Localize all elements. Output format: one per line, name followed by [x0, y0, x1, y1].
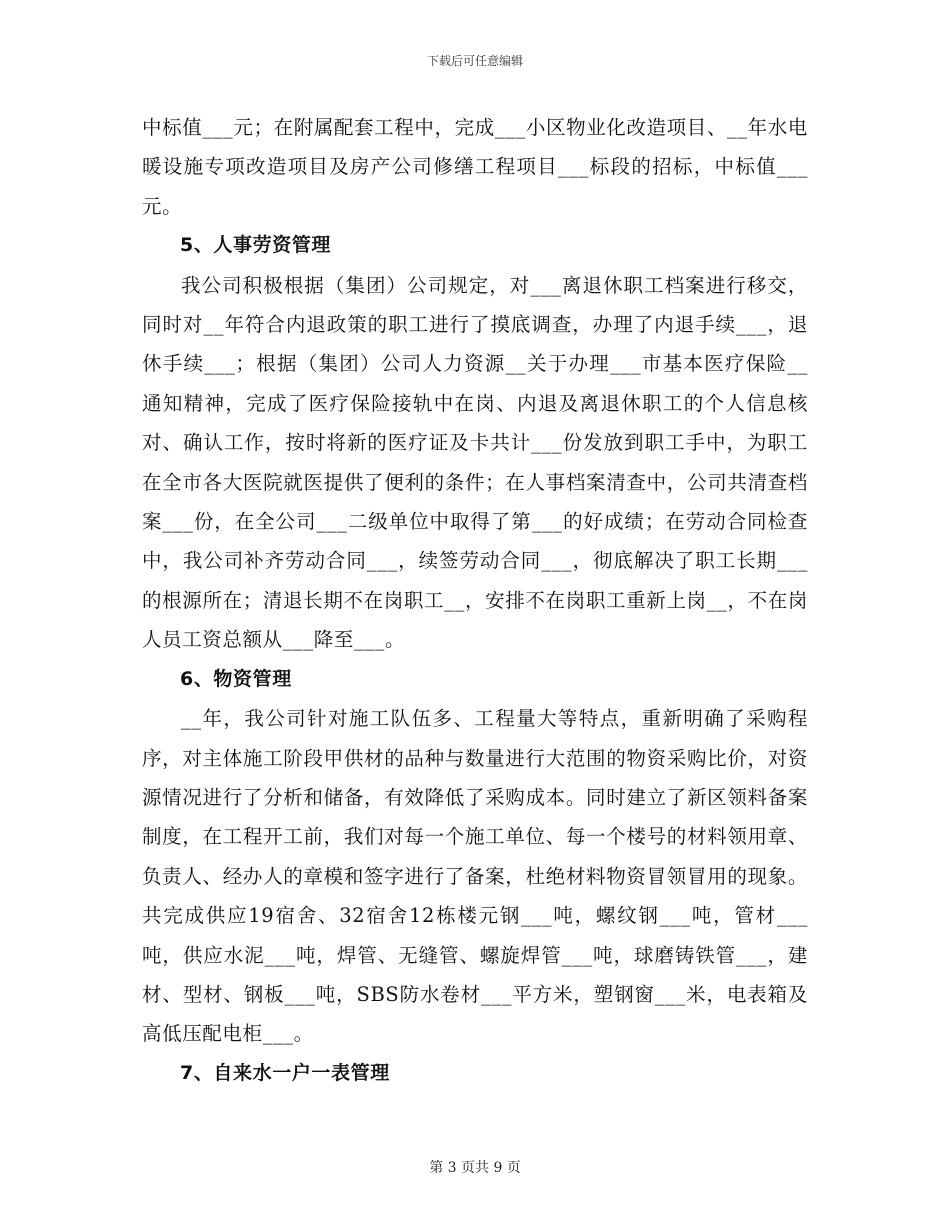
- paragraph-personnel: 我公司积极根据（集团）公司规定，对___离退休职工档案进行移交，同时对__年符合内退政策的职工进行了摸底调查，办理了内退手续___，退休手续___；根据（集团）公司人力资源__关于办理___市基本医疗保险__通知精神，完成了医疗保险接轨中在岗、内退及离退休职工的个人信息核对、确认工作，按时将新的医疗证及卡共计___份发放到职工手中，为职工在全市各大医院就医提供了便利的条件；在人事档案清查中，公司共清查档案___份，在全公司___二级单位中取得了第___的好成绩；在劳动合同检查中，我公司补齐劳动合同___，续签劳动合同___，彻底解决了职工长期___的根源所在；清退长期不在岗职工__，安排不在岗职工重新上岗__，不在岗人员工资总额从___降至___。: [142, 273, 808, 652]
- section-heading-water-meter: 7、自来水一户一表管理: [180, 1061, 390, 1084]
- paragraph-materials: __年，我公司针对施工队伍多、工程量大等特点，重新明确了采购程序，对主体施工阶段甲供材的品种与数量进行大范围的物资采购比价，对资源情况进行了分析和储备，有效降低了采购成本。同时建立了新区领料备案制度，在工程开工前，我们对每一个施工单位、每一个楼号的材料领用章、负责人、经办人的章模和签字进行了备案，杜绝材料物资冒领冒用的现象。共完成供应19宿舍、32宿舍12栋楼元钢___吨，螺纹钢___吨，管材___吨，供应水泥___吨，焊管、无缝管、螺旋焊管___吨，球磨铸铁管___，建材、型材、钢板___吨，SBS防水卷材___平方米，塑钢窗___米，电表箱及高低压配电柜___。: [142, 707, 808, 1046]
- section-heading-personnel: 5、人事劳资管理: [180, 234, 332, 257]
- document-body: [142, 108, 808, 1093]
- section-heading-materials: 6、物资管理: [180, 667, 292, 690]
- page-footer: 第 3 页共 9 页: [429, 1160, 521, 1176]
- paragraph-bid-values: 中标值___元；在附属配套工程中，完成___小区物业化改造项目、__年水电暖设施专项改造项目及房产公司修缮工程项目___标段的招标，中标值___元。: [142, 116, 808, 218]
- page-header: 下载后可任意编辑: [426, 54, 523, 68]
